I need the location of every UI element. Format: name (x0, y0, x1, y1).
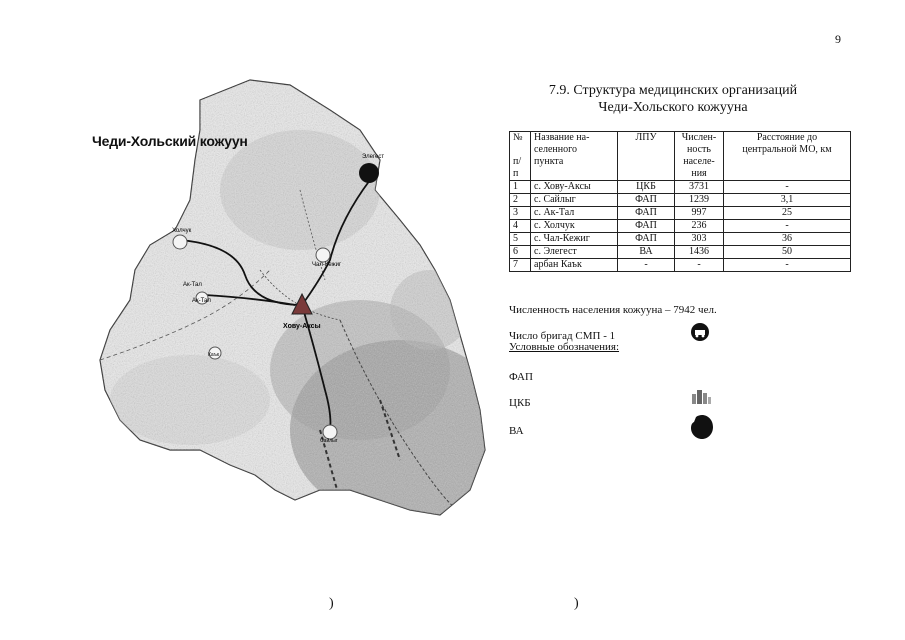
table-row (510, 194, 851, 207)
table-row (510, 207, 851, 220)
cell-population: 3731 (675, 181, 724, 194)
margin-mark-right: ) (574, 596, 579, 611)
map-label-ak-tal-2: Ак-Тал (192, 298, 211, 304)
cell-name: арбан Каък (531, 259, 618, 272)
cell-num: 7 (510, 259, 531, 272)
header-pop-line4: ния (691, 168, 707, 179)
legend-fap-label: ФАП (509, 371, 533, 383)
header-lpu-label: ЛПУ (635, 132, 657, 143)
cell-name: с. Чал-Кежиг (531, 233, 618, 246)
header-dist-line1: Расстояние до (756, 132, 818, 143)
table-row (510, 181, 851, 194)
cell-lpu: ЦКБ (618, 181, 675, 194)
cell-num: 4 (510, 220, 531, 233)
population-note: Численность населения кожууна – 7942 чел. (509, 304, 717, 316)
cell-distance: - (724, 181, 851, 194)
cell-num: 5 (510, 233, 531, 246)
map-label-elegest: Элегест (362, 154, 385, 160)
title-line-2: Чеди-Хольского кожууна (598, 100, 748, 115)
cell-lpu: ВА (618, 246, 675, 259)
ambulatory-icon (690, 414, 714, 440)
map-title: Чеди-Хольский кожуун (92, 133, 248, 149)
cell-num: 3 (510, 207, 531, 220)
document-title (498, 82, 848, 116)
header-name-line2: селенного (534, 144, 577, 155)
table-row (510, 259, 851, 272)
map-label-chal-kezhig: Чал-Кежиг (312, 262, 342, 268)
cell-num: 2 (510, 194, 531, 207)
cell-name: с. Холчук (531, 220, 618, 233)
map-label-sailyg: Сайлыг (320, 438, 338, 444)
cell-population: 1436 (675, 246, 724, 259)
header-num-sub1: п/ (513, 156, 522, 167)
header-population (675, 132, 724, 181)
legend-heading: Условные обозначения: (509, 341, 620, 353)
sailyg-marker (323, 425, 337, 439)
cell-distance: 36 (724, 233, 851, 246)
smp-note: Число бригад СМП - 1 (509, 330, 616, 342)
cell-population: 997 (675, 207, 724, 220)
cell-distance: 25 (724, 207, 851, 220)
cell-lpu: ФАП (618, 233, 675, 246)
cell-lpu: - (618, 259, 675, 272)
table-row (510, 233, 851, 246)
cell-population: 1239 (675, 194, 724, 207)
cell-distance: 50 (724, 246, 851, 259)
legend-va-label: ВА (509, 425, 524, 437)
kholchuk-marker (173, 235, 187, 249)
cell-lpu: ФАП (618, 220, 675, 233)
header-pop-line2: ность (687, 144, 711, 155)
page-number: 9 (835, 32, 841, 46)
elegest-marker (359, 163, 379, 183)
map-label-khovu-aksy: Хову-Аксы (283, 323, 321, 330)
cell-distance: - (724, 220, 851, 233)
cell-name: с. Элегест (531, 246, 618, 259)
title-line-1: 7.9. Структура медицинских организаций (548, 83, 798, 98)
legend-tsrb-label: ЦКБ (509, 397, 531, 409)
margin-mark-left: ) (329, 596, 334, 611)
map-label-ak-tal-1: Ак-Тал (183, 282, 202, 288)
header-name-line1: Название на- (534, 132, 590, 143)
cell-name: с. Сайлыг (531, 194, 618, 207)
table-row (510, 220, 851, 233)
cell-num: 6 (510, 246, 531, 259)
hospital-building-icon (690, 388, 712, 404)
header-name (531, 132, 618, 181)
header-lpu (618, 132, 675, 181)
header-dist-line2: центральной МО, км (742, 144, 832, 155)
cell-lpu: ФАП (618, 207, 675, 220)
cell-distance: 3,1 (724, 194, 851, 207)
header-num-symbol: № (513, 132, 523, 143)
table-row (510, 246, 851, 259)
table-header-row (510, 132, 851, 181)
header-name-line3: пункта (534, 156, 564, 167)
cell-name: с. Ак-Тал (531, 207, 618, 220)
cell-num: 1 (510, 181, 531, 194)
header-pop-line1: Числен- (681, 132, 717, 143)
cell-name: с. Хову-Аксы (531, 181, 618, 194)
cell-population: 236 (675, 220, 724, 233)
header-num (510, 132, 531, 181)
cell-population: - (675, 259, 724, 272)
cell-population: 303 (675, 233, 724, 246)
cell-lpu: ФАП (618, 194, 675, 207)
map-label-kholchuk: Холчук (172, 228, 192, 234)
header-distance (724, 132, 851, 181)
ambulance-icon (690, 322, 710, 342)
map-label-kaak: Каък (208, 352, 220, 358)
cell-distance: - (724, 259, 851, 272)
header-num-sub2: п (513, 168, 519, 179)
facilities-table (509, 131, 851, 272)
header-pop-line3: населе- (683, 156, 715, 167)
chal-kezhig-marker (316, 248, 330, 262)
